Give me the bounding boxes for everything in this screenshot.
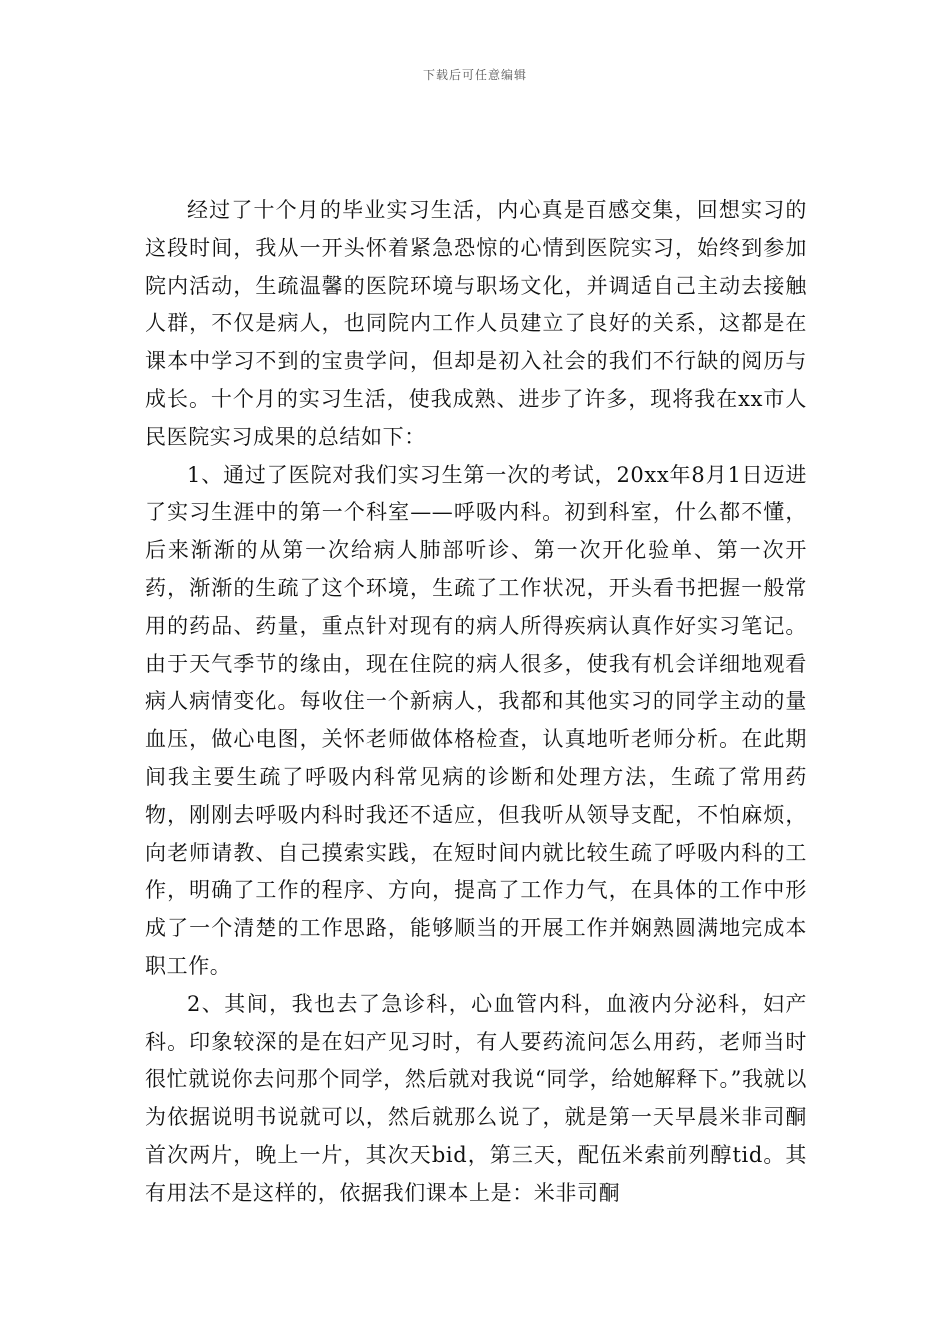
- paragraph-rotation: 2、其间，我也去了急诊科，心血管内科，血液内分泌科，妇产科。印象较深的是在妇产见习时，有人要药流问怎么用药，老师当时很忙就说你去问那个同学，然后就对我说“同学，给她解释下。”我就以为依据说明书说就可以，然后就那么说了，就是第一天早晨米非司酮首次两片，晚上一片，其次天bid，第三天，配伍米索前列醇tid。其有用法不是这样的，依据我们课本上是：米非司酮: [145, 991, 807, 1205]
- header-note: 下载后可任意编辑: [422, 68, 527, 82]
- paragraph-intro: 经过了十个月的毕业实习生活，内心真是百感交集，回想实习的这段时间，我从一开头怀着紧急恐惊的心情到医院实习，始终到参加院内活动，生疏温馨的医院环境与职场文化，并调适自己主动去接触人群，不仅是病人，也同院内工作人员建立了良好的关系，这都是在课本中学习不到的宝贵学问，但却是初入社会的我们不行缺的阅历与成长。十个月的实习生活，使我成熟、进步了许多，现将我在xx市人民医院实习成果的总结如下：: [145, 198, 807, 449]
- paragraph-respiratory: 1、通过了医院对我们实习生第一次的考试，20xx年8月1日迈进了实习生涯中的第一个科室——呼吸内科。初到科室，什么都不懂，后来渐渐的从第一次给病人肺部听诊、第一次开化验单、第一次开药，渐渐的生疏了这个环境，生疏了工作状况，开头看书把握一般常用的药品、药量，重点针对现有的病人所得疾病认真作好实习笔记。由于天气季节的缘由，现在住院的病人很多，使我有机会详细地观看病人病情变化。每收住一个新病人，我都和其他实习的同学主动的量血压，做心电图，关怀老师做体格检查，认真地听老师分析。在此期间我主要生疏了呼吸内科常见病的诊断和处理方法，生疏了常用药物，刚刚去呼吸内科时我还不适应，但我听从领导支配，不怕麻烦，向老师请教、自己摸索实践，在短时间内就比较生疏了呼吸内科的工作，明确了工作的程序、方向，提高了工作力气，在具体的工作中形成了一个清楚的工作思路，能够顺当的开展工作并娴熟圆满地完成本职工作。: [145, 462, 807, 978]
- document-body: [145, 192, 807, 1213]
